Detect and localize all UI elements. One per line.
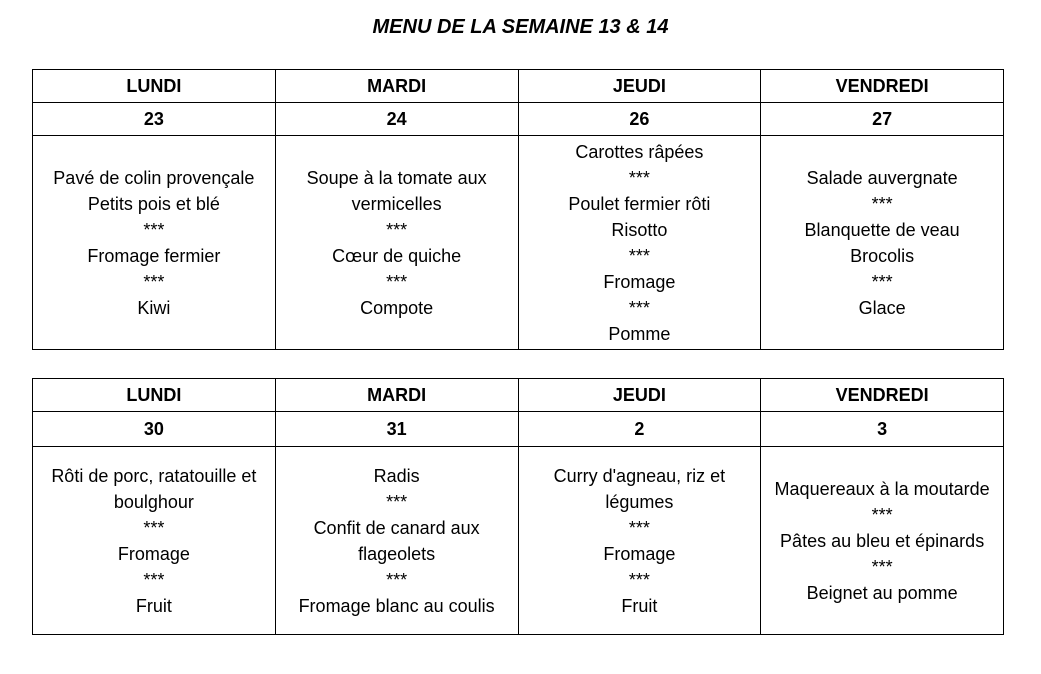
day-header-monday: LUNDI [33, 379, 276, 412]
menu-line: Rôti de porc, ratatouille et boulghour [51, 465, 257, 512]
menu-separator: *** [386, 271, 408, 292]
menu-cell-monday [33, 136, 276, 350]
menu-line: Fromage [117, 543, 190, 564]
menu-separator: *** [871, 271, 893, 292]
menu-separator: *** [143, 569, 165, 590]
date-tuesday: 24 [275, 103, 518, 136]
menu-separator: *** [628, 167, 650, 188]
date-tuesday: 31 [275, 412, 518, 447]
menu-line: Fruit [621, 595, 658, 616]
menu-line: Confit de canard aux flageolets [313, 517, 480, 564]
menu-separator: *** [386, 219, 408, 240]
menu-line: Soupe à la tomate aux vermicelles [306, 167, 487, 214]
menu-separator: *** [628, 517, 650, 538]
menu-cell-tuesday [275, 136, 518, 350]
menu-line: Cœur de quiche [332, 245, 462, 266]
page-title: MENU DE LA SEMAINE 13 & 14 [372, 16, 669, 38]
menu-separator: *** [871, 193, 893, 214]
menu-separator: *** [628, 569, 650, 590]
day-header-tuesday: MARDI [275, 70, 518, 103]
day-header-tuesday: MARDI [275, 379, 518, 412]
menu-separator: *** [143, 271, 165, 292]
menu-cell-friday [761, 136, 1004, 350]
menu-line: Fromage [603, 271, 676, 292]
menu-line: Glace [858, 297, 906, 318]
date-thursday: 26 [518, 103, 761, 136]
day-header-friday: VENDREDI [761, 379, 1004, 412]
menu-line: Pavé de colin provençale [53, 167, 255, 188]
date-row [33, 103, 1004, 136]
menu-line: Radis [373, 465, 420, 486]
menu-table-week-13 [32, 69, 1004, 350]
menu-line: Curry d'agneau, riz et légumes [553, 465, 726, 512]
menu-cell-thursday [518, 447, 761, 635]
day-header-monday: LUNDI [33, 70, 276, 103]
date-friday: 3 [761, 412, 1004, 447]
date-monday: 30 [33, 412, 276, 447]
date-monday: 23 [33, 103, 276, 136]
menu-separator: *** [628, 297, 650, 318]
menu-separator: *** [143, 517, 165, 538]
menu-line: Poulet fermier rôti [568, 193, 711, 214]
menu-separator: *** [871, 556, 893, 577]
menu-line: Carottes râpées [575, 141, 704, 162]
menu-line: Blanquette de veau [804, 219, 960, 240]
date-thursday: 2 [518, 412, 761, 447]
menu-line: Kiwi [137, 297, 171, 318]
day-header-row [33, 70, 1004, 103]
day-header-thursday: JEUDI [518, 379, 761, 412]
menu-separator: *** [628, 245, 650, 266]
menu-line: Compote [360, 297, 434, 318]
menu-line: Fromage [603, 543, 676, 564]
menu-line: Fruit [135, 595, 172, 616]
menu-line: Fromage blanc au coulis [298, 595, 495, 616]
menu-line: Beignet au pomme [806, 582, 958, 603]
menu-line: Fromage fermier [87, 245, 221, 266]
menu-line: Salade auvergnate [806, 167, 958, 188]
menu-cell-thursday [518, 136, 761, 350]
menu-line: Maquereaux à la moutarde [774, 478, 990, 499]
day-header-row [33, 379, 1004, 412]
day-header-thursday: JEUDI [518, 70, 761, 103]
menu-content-row [33, 447, 1004, 635]
date-friday: 27 [761, 103, 1004, 136]
menu-cell-tuesday [275, 447, 518, 635]
menu-line: Pâtes au bleu et épinards [780, 530, 985, 551]
date-row [33, 412, 1004, 447]
menu-line: Risotto [611, 219, 668, 240]
menu-separator: *** [871, 504, 893, 525]
day-header-friday: VENDREDI [761, 70, 1004, 103]
menu-line: Petits pois et blé [87, 193, 220, 214]
menu-table-week-14 [32, 378, 1004, 635]
menu-content-row [33, 136, 1004, 350]
menu-cell-monday [33, 447, 276, 635]
menu-line: Brocolis [850, 245, 915, 266]
menu-separator: *** [386, 569, 408, 590]
menu-cell-friday [761, 447, 1004, 635]
menu-separator: *** [143, 219, 165, 240]
menu-line: Pomme [608, 323, 671, 344]
menu-separator: *** [386, 491, 408, 512]
